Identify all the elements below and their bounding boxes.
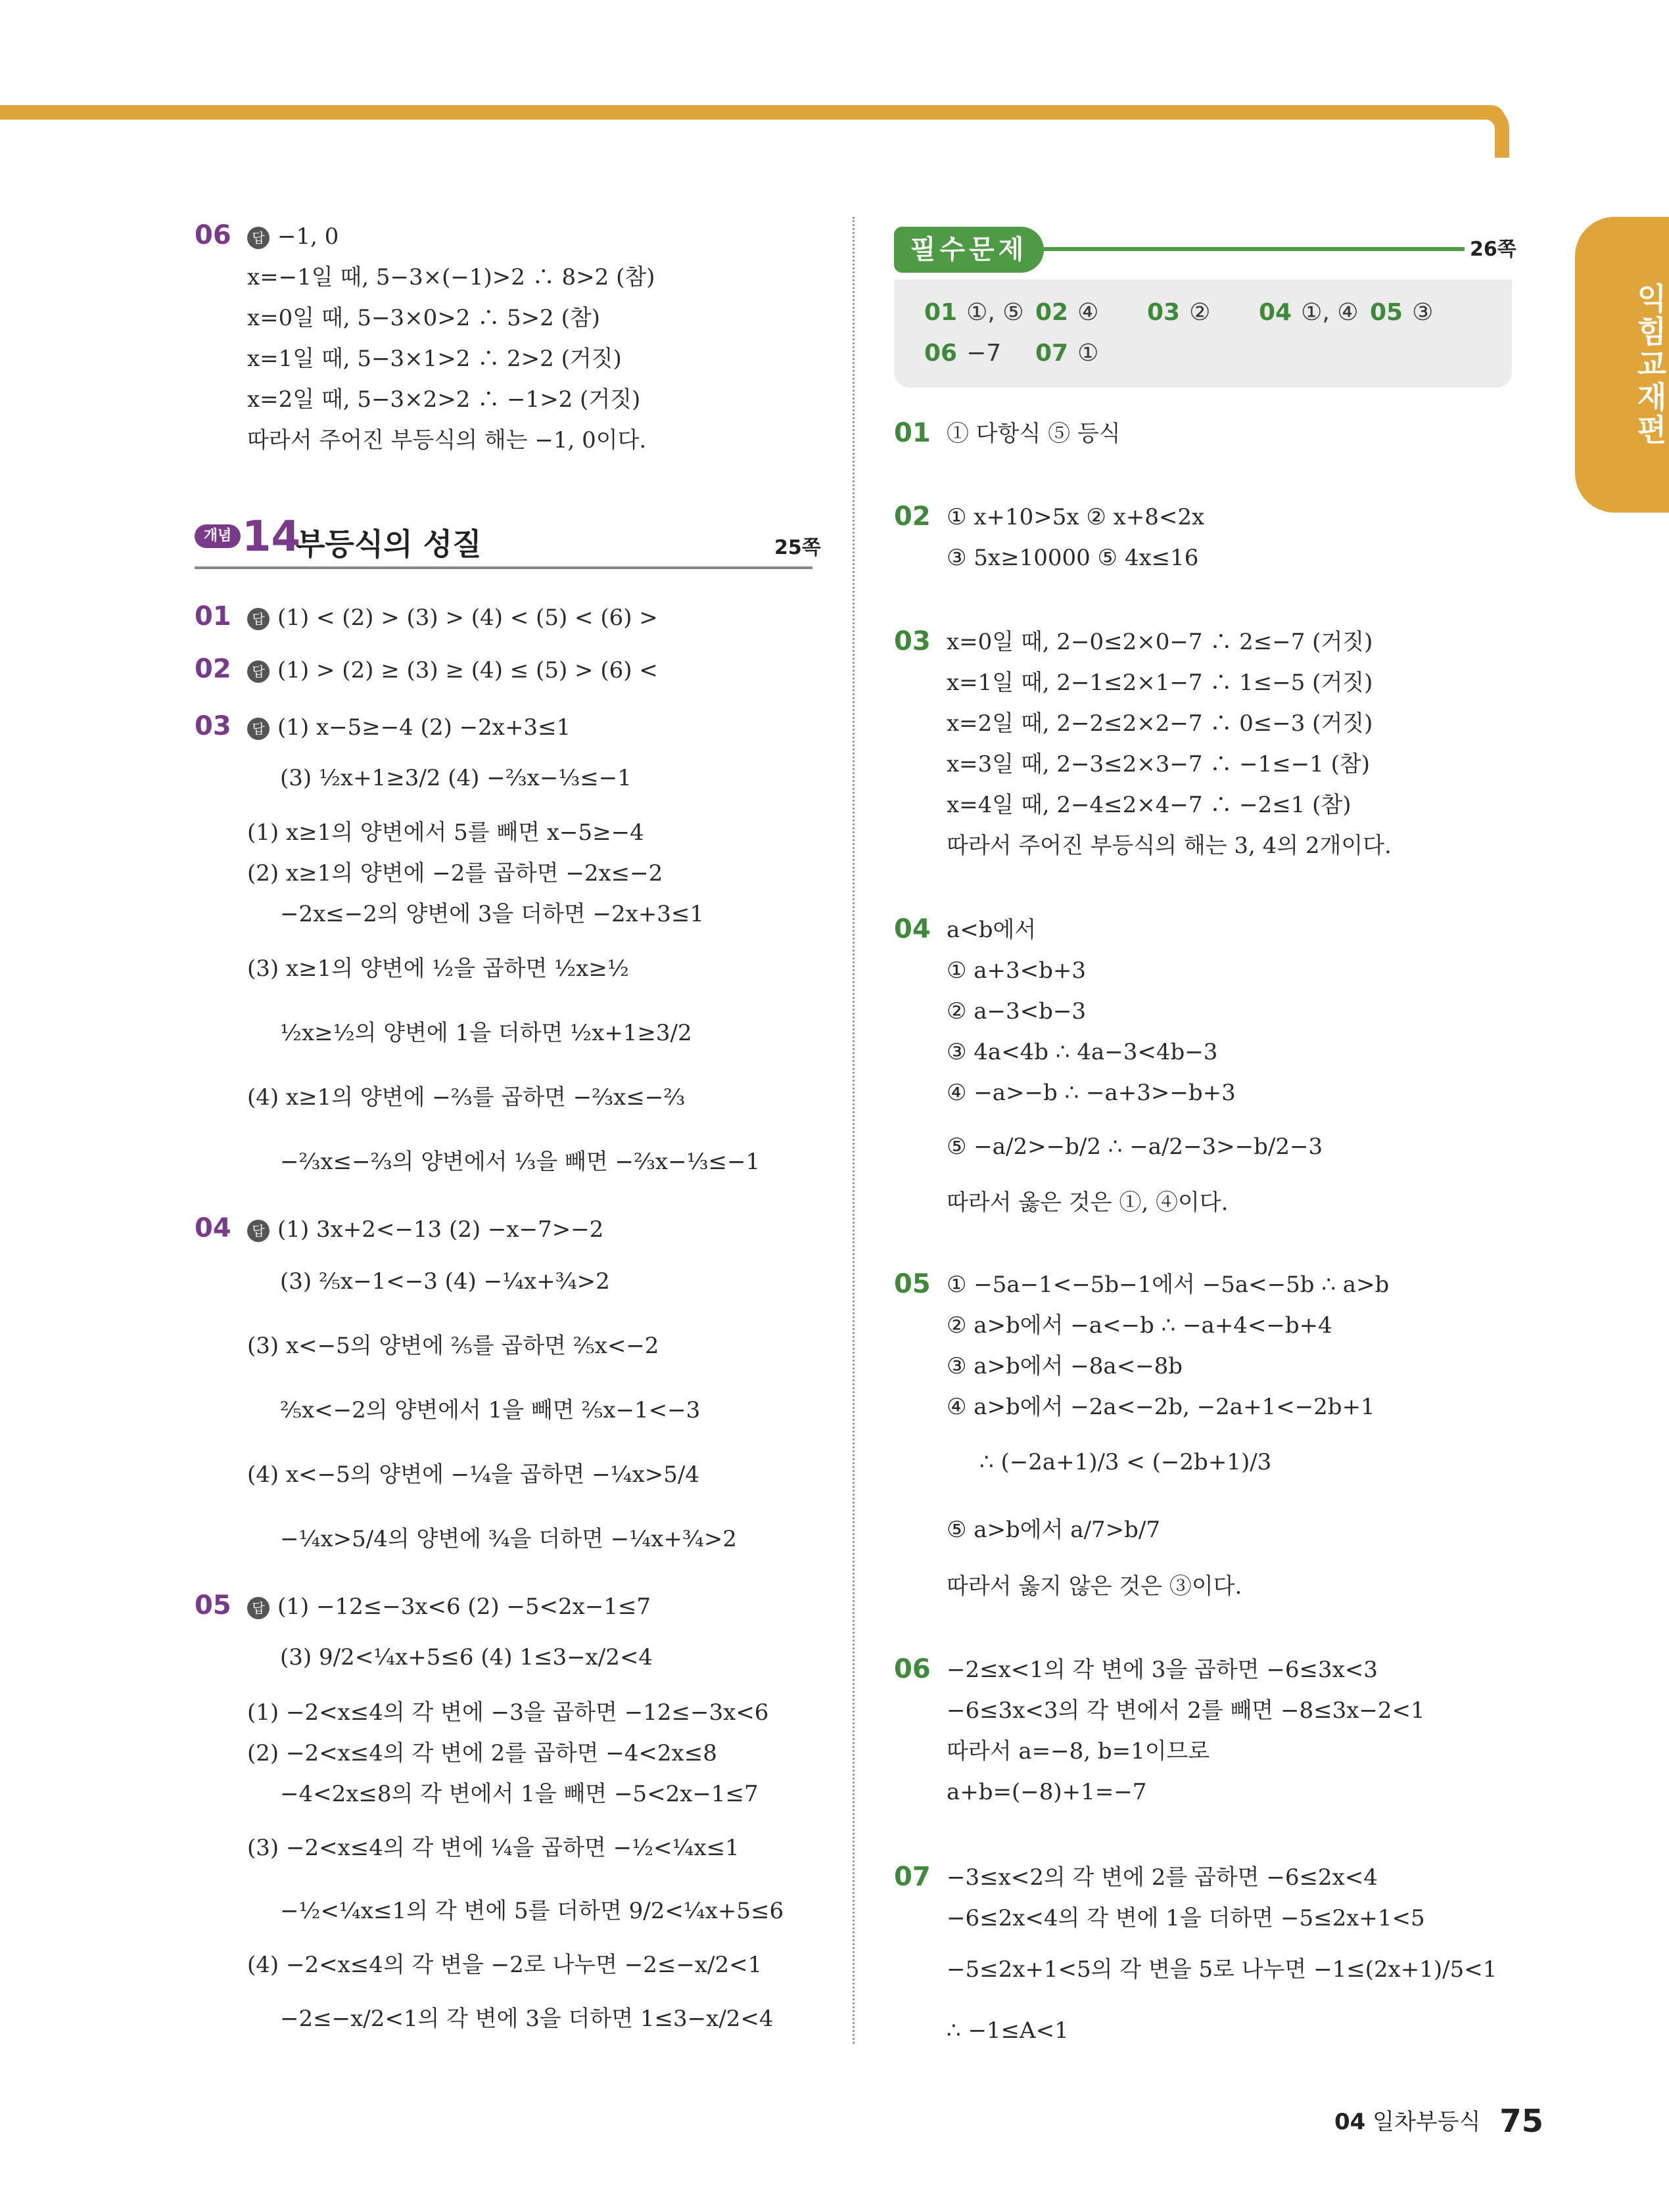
q05-line: −½<¼x≤1의 각 변에 5를 더하면 9/2<¼x+5≤6 (280, 1898, 784, 1924)
answer-badge: 답 (247, 1220, 270, 1242)
answer-summary-box (894, 279, 1512, 388)
q04-line: (4) x<−5의 양변에 −¼을 곱하면 −¼x>5/4 (247, 1462, 700, 1488)
r04-line: ④ −a>−b ∴ −a+3>−b+3 (947, 1080, 1236, 1106)
q03-line: ½x≥½의 양변에 1을 더하면 ½x+1≥3/2 (280, 1020, 692, 1046)
r05-line: ∴ (−2a+1)/3 < (−2b+1)/3 (979, 1449, 1272, 1475)
answer-badge: 답 (247, 227, 270, 249)
r03-number: 03 (894, 626, 931, 657)
q05-line: −2≤−x/2<1의 각 변에 3을 더하면 1≤3−x/2<4 (280, 2006, 774, 2032)
top-accent-hook (1486, 105, 1509, 158)
answer-badge: 답 (247, 608, 270, 630)
answer-badge: 답 (247, 660, 270, 683)
q01-answer (247, 603, 658, 632)
answer-item: 01 ①, ⑤ (924, 299, 1024, 326)
q06-line: 따라서 주어진 부등식의 해는 −1, 0이다. (247, 427, 647, 453)
section-pill: 개념 (195, 524, 241, 548)
r07-number: 07 (894, 1862, 931, 1892)
side-tab-label: 익힘교재편 (1632, 283, 1668, 447)
r04-line: 따라서 옳은 것은 ①, ④이다. (947, 1189, 1229, 1216)
r04-line: ⑤ −a/2>−b/2 ∴ −a/2−3>−b/2−3 (947, 1134, 1323, 1160)
side-tab (1575, 217, 1669, 513)
r05-line: ③ a>b에서 −8a<−8b (947, 1353, 1183, 1379)
r05-line: ⑤ a>b에서 a/7>b/7 (947, 1517, 1161, 1543)
required-problems-page: 26쪽 (1470, 238, 1516, 261)
q03-answer (247, 713, 571, 742)
q03-line: (1) x≥1의 양변에서 5를 빼면 x−5≥−4 (247, 819, 644, 846)
r05-line: ④ a>b에서 −2a<−2b, −2a+1<−2b+1 (947, 1394, 1375, 1420)
footer-title: 일차부등식 (1373, 2109, 1481, 2135)
r03-line: 따라서 주어진 부등식의 해는 3, 4의 2개이다. (947, 833, 1392, 859)
r01-line: ① 다항식 ⑤ 등식 (947, 421, 1121, 447)
r05-line: 따라서 옳지 않은 것은 ③이다. (947, 1573, 1242, 1600)
q01-answer-text: (1) < (2) > (3) > (4) < (5) < (6) > (277, 605, 658, 631)
answer-item: 04 ①, ④ (1259, 299, 1359, 326)
q03-line: (3) x≥1의 양변에 ½을 곱하면 ½x≥½ (247, 956, 629, 982)
r03-line: x=4일 때, 2−4≤2×4−7 ∴ −2≤1 (참) (947, 792, 1352, 818)
r04-line: ③ 4a<4b ∴ 4a−3<4b−3 (947, 1039, 1218, 1065)
r06-line: a+b=(−8)+1=−7 (947, 1779, 1147, 1805)
q05-line: (3) −2<x≤4의 각 변에 ¼을 곱하면 −½<¼x≤1 (247, 1835, 740, 1861)
section-number: 14 (242, 513, 301, 561)
q01-number: 01 (195, 601, 231, 632)
q03-line: −⅔x≤−⅔의 양변에서 ⅓을 빼면 −⅔x−⅓≤−1 (280, 1149, 761, 1175)
q02-answer-text: (1) > (2) ≥ (3) ≥ (4) ≤ (5) > (6) < (277, 657, 658, 683)
answer-item: 03 ② (1147, 299, 1211, 326)
r02-line: ③ 5x≥10000 ⑤ 4x≤16 (947, 545, 1199, 571)
r02-number: 02 (894, 501, 931, 532)
r07-line: −6≤2x<4의 각 변에 1을 더하면 −5≤2x+1<5 (947, 1905, 1425, 1931)
r04-line: ② a−3<b−3 (947, 998, 1087, 1025)
r06-line: −2≤x<1의 각 변에 3을 곱하면 −6≤3x<3 (947, 1657, 1378, 1683)
q05-number: 05 (195, 1590, 231, 1621)
q02-answer (247, 656, 658, 685)
r03-line: x=1일 때, 2−1≤2×1−7 ∴ 1≤−5 (거짓) (947, 670, 1373, 696)
q05-line: (4) −2<x≤4의 각 변을 −2로 나누면 −2≤−x/2<1 (247, 1952, 763, 1978)
q04-line: ⅖x<−2의 양변에서 1을 빼면 ⅖x−1<−3 (280, 1397, 701, 1423)
r06-line: −6≤3x<3의 각 변에서 2를 빼면 −8≤3x−2<1 (947, 1697, 1425, 1724)
q03-line: (3) ½x+1≥3/2 (4) −⅔x−⅓≤−1 (280, 765, 632, 791)
section-underline (195, 566, 812, 569)
answer-badge: 답 (247, 1597, 270, 1619)
footer-chapter: 04 (1334, 2109, 1366, 2135)
q06-line: x=1일 때, 5−3×1>2 ∴ 2>2 (거짓) (247, 346, 622, 372)
q04-answer (247, 1215, 603, 1244)
q04-line: −¼x>5/4의 양변에 ¾을 더하면 −¼x+¾>2 (280, 1526, 737, 1552)
page-footer (1334, 2103, 1543, 2140)
q04-line: (3) x<−5의 양변에 ⅖를 곱하면 ⅖x<−2 (247, 1333, 659, 1359)
q05-line: (3) 9/2<¼x+5≤6 (4) 1≤3−x/2<4 (280, 1644, 653, 1671)
q05-answer (247, 1592, 651, 1621)
q03-line: (4) x≥1의 양변에 −⅔를 곱하면 −⅔x≤−⅔ (247, 1084, 686, 1111)
answer-badge: 답 (247, 718, 270, 740)
r05-line: ② a>b에서 −a<−b ∴ −a+4<−b+4 (947, 1312, 1332, 1339)
answer-item: 06 −7 (924, 340, 1002, 367)
r05-number: 05 (894, 1269, 931, 1299)
r02-line: ① x+10>5x ② x+8<2x (947, 504, 1205, 530)
q06-answer (247, 222, 339, 251)
r03-line: x=0일 때, 2−0≤2×0−7 ∴ 2≤−7 (거짓) (947, 629, 1373, 655)
r07-line: −5≤2x+1<5의 각 변을 5로 나누면 −1≤(2x+1)/5<1 (947, 1956, 1497, 1983)
section-page: 25쪽 (774, 536, 821, 559)
q06-line: x=2일 때, 5−3×2>2 ∴ −1>2 (거짓) (247, 386, 641, 413)
q04-number: 04 (195, 1213, 231, 1243)
column-divider (853, 217, 855, 2044)
q06-answer-text: −1, 0 (277, 223, 339, 250)
answer-item: 07 ① (1035, 340, 1099, 367)
q06-line: x=−1일 때, 5−3×(−1)>2 ∴ 8>2 (참) (247, 264, 655, 290)
q06-number: 06 (195, 220, 231, 250)
top-accent-bar (0, 105, 1505, 120)
q03-answer-text: (1) x−5≥−4 (2) −2x+3≤1 (277, 714, 571, 741)
r07-line: ∴ −1≤A<1 (947, 2017, 1069, 2044)
r07-line: −3≤x<2의 각 변에 2를 곱하면 −6≤2x<4 (947, 1864, 1378, 1891)
q05-line: −4<2x≤8의 각 변에서 1을 빼면 −5<2x−1≤7 (280, 1781, 759, 1807)
r04-number: 04 (894, 914, 931, 944)
q04-answer-text: (1) 3x+2<−13 (2) −x−7>−2 (277, 1216, 604, 1243)
section-title: 부등식의 성질 (296, 526, 482, 562)
r06-number: 06 (894, 1654, 931, 1684)
page-number: 75 (1499, 2103, 1543, 2140)
r05-line: ① −5a−1<−5b−1에서 −5a<−5b ∴ a>b (947, 1272, 1390, 1298)
r04-line: ① a+3<b+3 (947, 957, 1087, 984)
r01-number: 01 (894, 418, 931, 448)
q03-number: 03 (195, 711, 231, 741)
required-problems-line (1044, 247, 1465, 251)
r03-line: x=3일 때, 2−3≤2×3−7 ∴ −1≤−1 (참) (947, 751, 1371, 777)
q02-number: 02 (195, 654, 231, 684)
r04-line: a<b에서 (947, 917, 1037, 943)
q04-line: (3) ⅖x−1<−3 (4) −¼x+¾>2 (280, 1268, 610, 1295)
q03-line: (2) x≥1의 양변에 −2를 곱하면 −2x≤−2 (247, 860, 663, 887)
q03-line: −2x≤−2의 양변에 3을 더하면 −2x+3≤1 (280, 901, 705, 927)
required-problems-tab: 필수문제 (894, 227, 1044, 273)
q05-answer-text: (1) −12≤−3x<6 (2) −5<2x−1≤7 (277, 1594, 651, 1620)
answer-item: 02 ④ (1035, 299, 1099, 326)
q06-line: x=0일 때, 5−3×0>2 ∴ 5>2 (참) (247, 305, 600, 331)
answer-item: 05 ③ (1370, 299, 1434, 326)
r03-line: x=2일 때, 2−2≤2×2−7 ∴ 0≤−3 (거짓) (947, 710, 1373, 737)
q05-line: (1) −2<x≤4의 각 변에 −3을 곱하면 −12≤−3x<6 (247, 1699, 769, 1726)
r06-line: 따라서 a=−8, b=1이므로 (947, 1738, 1210, 1764)
q05-line: (2) −2<x≤4의 각 변에 2를 곱하면 −4<2x≤8 (247, 1740, 717, 1766)
